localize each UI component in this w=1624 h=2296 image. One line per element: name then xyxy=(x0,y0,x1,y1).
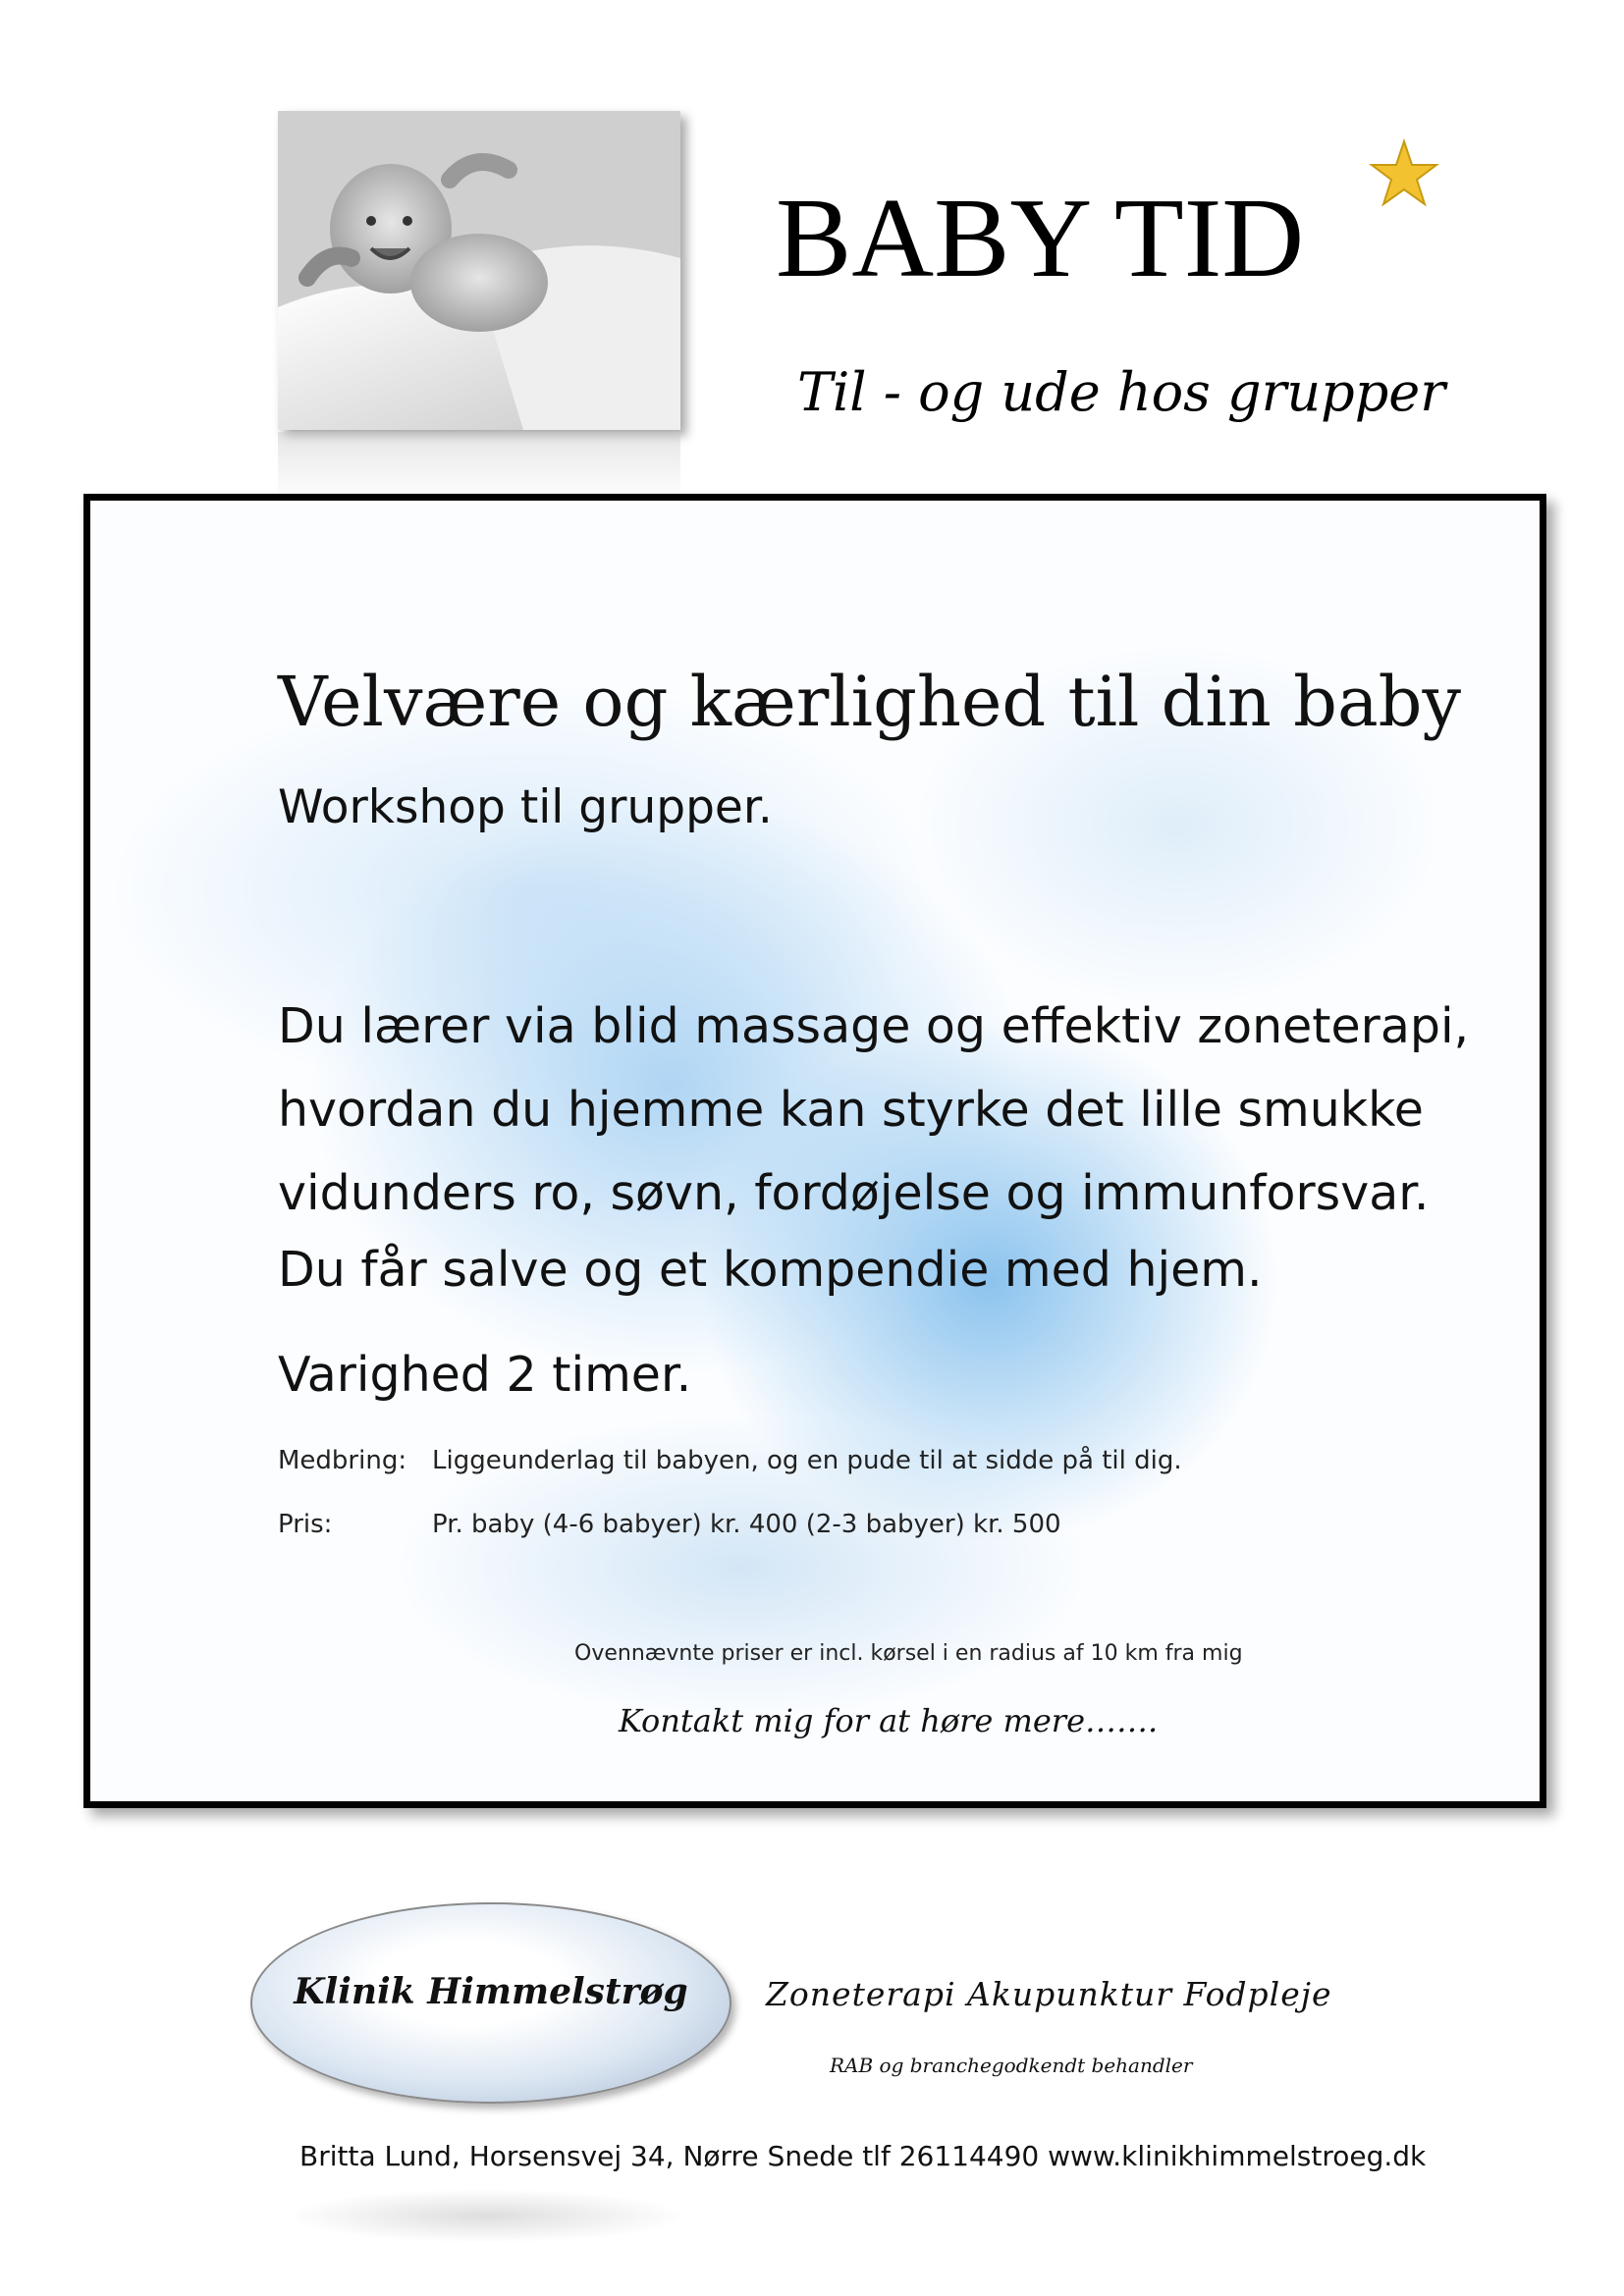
kit-paragraph: Du får salve og et kompendie med hjem. xyxy=(278,1242,1263,1298)
services-line: Zoneterapi Akupunktur Fodpleje xyxy=(766,1975,1332,2013)
description-paragraph xyxy=(278,985,1515,1235)
duration-paragraph: Varighed 2 timer. xyxy=(278,1347,692,1403)
baby-photo xyxy=(278,111,680,430)
page-subtitle: Til - og ude hos grupper xyxy=(797,361,1446,423)
credential-line: RAB og branchegodkendt behandler xyxy=(830,2054,1193,2077)
price-value: Pr. baby (4-6 babyer) kr. 400 (2-3 babyer) kr. 500 xyxy=(432,1510,1061,1539)
price-label: Pris: xyxy=(278,1510,333,1539)
box-subheading: Workshop til grupper. xyxy=(278,780,773,834)
star-icon xyxy=(1368,137,1440,210)
box-heading: Velvære og kærlighed til din baby xyxy=(278,662,1462,742)
medbring-value: Liggeunderlag til babyen, og en pude til at sidde på til dig. xyxy=(432,1446,1182,1475)
description-line: Du lærer via blid massage og effektiv zoneterapi, xyxy=(278,998,1470,1054)
contact-note: Kontakt mig for at høre mere……. xyxy=(619,1702,1159,1739)
photo-reflection xyxy=(278,432,680,501)
footer-address: Britta Lund, Horsensvej 34, Nørre Snede tlf 26114490 www.klinikhimmelstroeg.dk xyxy=(299,2140,1427,2172)
clinic-logo-text: Klinik Himmelstrøg xyxy=(294,1971,688,2012)
price-note: Ovennævnte priser er incl. kørsel i en radius af 10 km fra mig xyxy=(574,1641,1243,1666)
page-title: BABY TID xyxy=(776,176,1305,301)
footer-shadow xyxy=(285,2189,687,2243)
description-line: hvordan du hjemme kan styrke det lille smukke xyxy=(278,1082,1424,1138)
description-line: vidunders ro, søvn, fordøjelse og immunforsvar. xyxy=(278,1165,1430,1221)
medbring-label: Medbring: xyxy=(278,1446,407,1475)
baby-illustration xyxy=(278,111,680,430)
